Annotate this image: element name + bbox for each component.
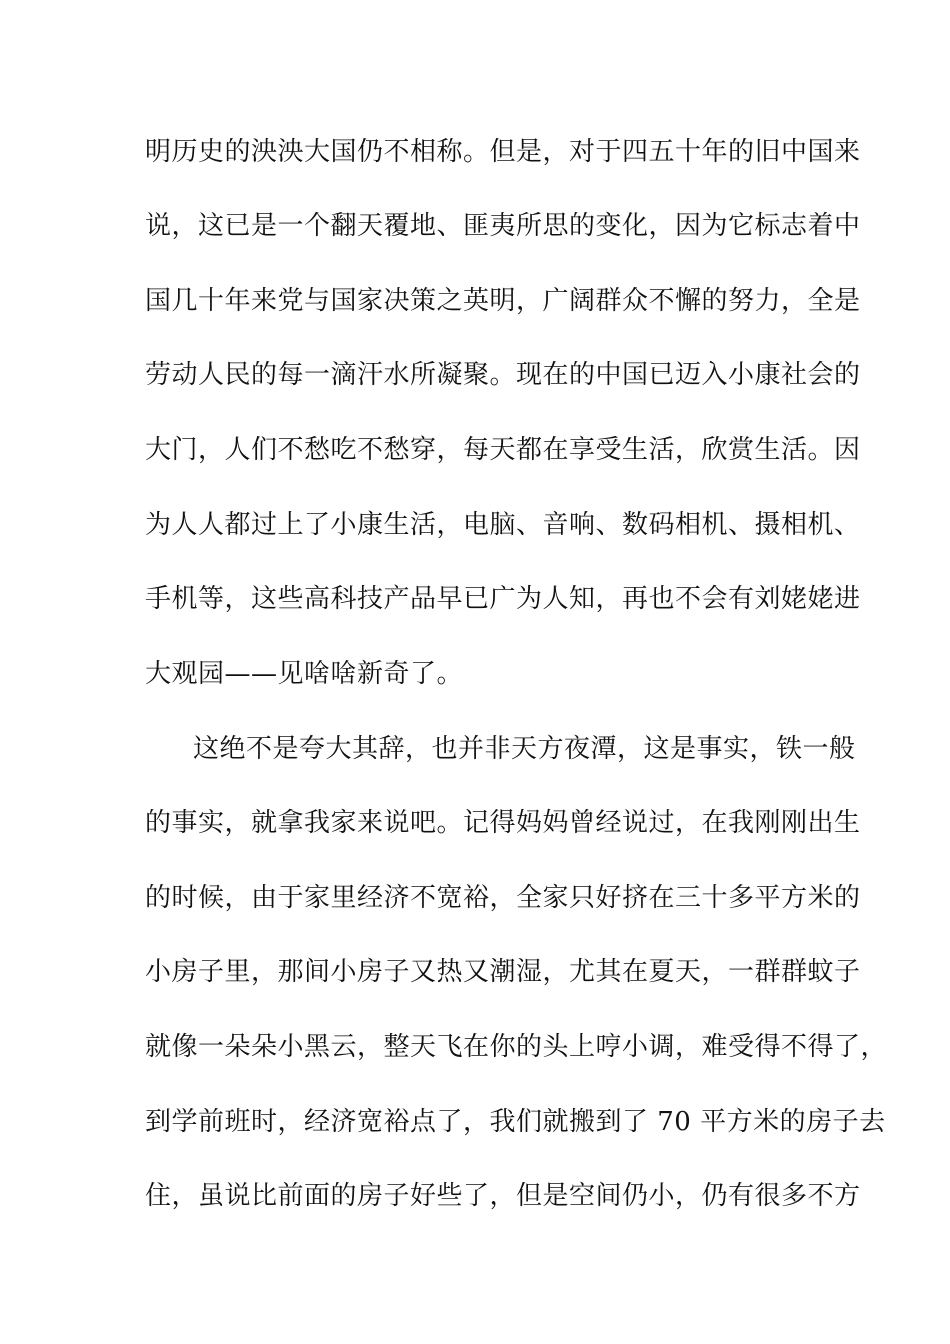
paragraph-first-line: 这绝不是夸大其辞，也并非天方夜潭，这是事实，铁一般	[193, 734, 856, 764]
text-line: 明历史的泱泱大国仍不相称。但是，对于四五十年的旧中国来	[145, 137, 861, 167]
text-line: 的时候，由于家里经济不宽裕，全家只好挤在三十多平方米的	[145, 883, 861, 913]
text-line: 就像一朵朵小黑云，整天飞在你的头上哼小调，难受得不得了，	[145, 1032, 888, 1062]
text-line: 国几十年来党与国家决策之英明，广阔群众不懈的努力，全是	[145, 286, 861, 316]
text-line: 大门，人们不愁吃不愁穿，每天都在享受生活，欣赏生活。因	[145, 435, 861, 465]
text-line: 到学前班时，经济宽裕点了，我们就搬到了 70 平方米的房子去	[145, 1107, 886, 1137]
text-line: 为人人都过上了小康生活，电脑、音响、数码相机、摄相机、	[145, 510, 861, 540]
text-line: 小房子里，那间小房子又热又潮湿，尤其在夏天，一群群蚊子	[145, 957, 861, 987]
text-line: 手机等，这些高科技产品早已广为人知，再也不会有刘姥姥进	[145, 584, 861, 614]
text-line: 的事实，就拿我家来说吧。记得妈妈曾经说过，在我刚刚出生	[145, 808, 861, 838]
text-line: 说，这已是一个翻天覆地、匪夷所思的变化，因为它标志着中	[145, 211, 861, 241]
text-line: 劳动人民的每一滴汗水所凝聚。现在的中国已迈入小康社会的	[145, 360, 861, 390]
text-line: 住，虽说比前面的房子好些了，但是空间仍小，仍有很多不方	[145, 1181, 861, 1211]
text-line: 大观园——见啥啥新奇了。	[145, 659, 464, 689]
